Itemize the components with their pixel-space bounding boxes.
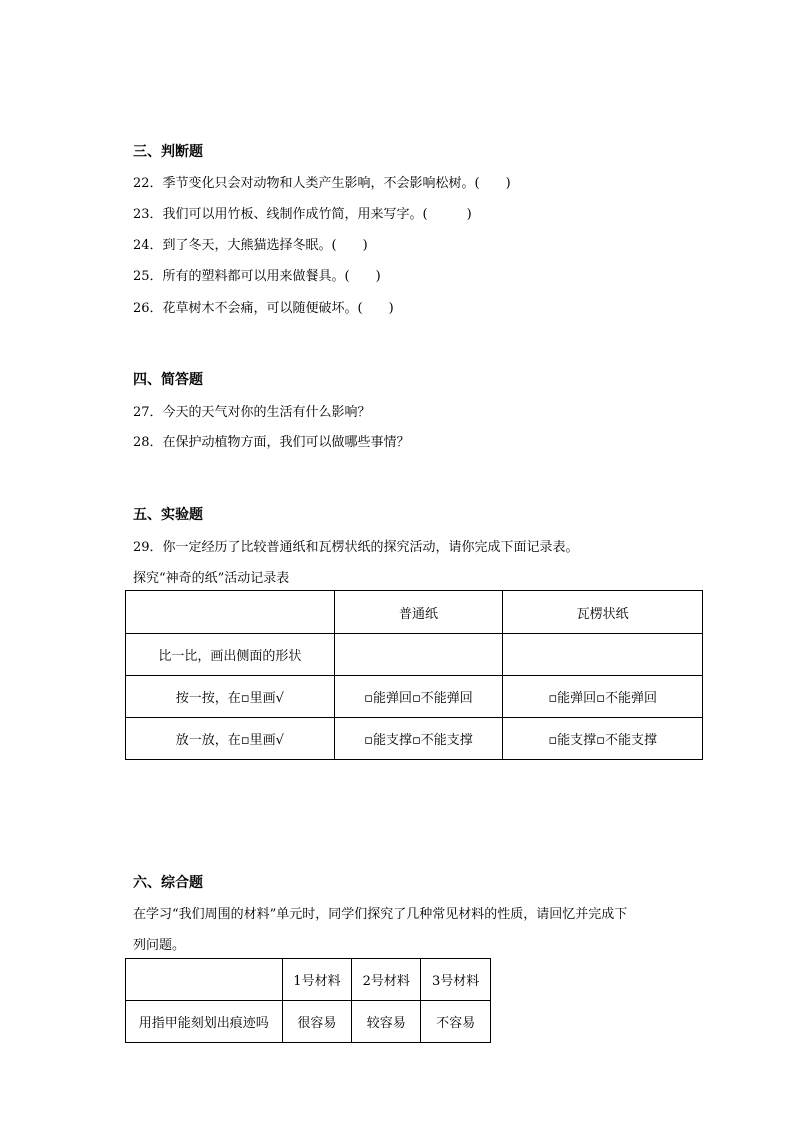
- intro-line-1: 在学习“我们周围的材料”单元时，同学们探究了几种常见材料的性质，请回忆并完成下: [133, 907, 628, 922]
- table-row: [126, 718, 703, 760]
- answer-cell: [503, 634, 703, 676]
- question-22: 22．季节变化只会对动物和人类产生影响，不会影响松树。( ): [133, 176, 511, 191]
- question-27: 27．今天的天气对你的生活有什么影响？: [133, 405, 371, 420]
- table-caption: 探究“神奇的纸”活动记录表: [133, 571, 290, 586]
- table-cell: 很容易: [282, 1001, 352, 1043]
- table-header-row: [126, 591, 703, 634]
- table-header-cell: 2号材料: [352, 959, 421, 1001]
- checkbox-options-cell: ▫能支撑▫不能支撑: [334, 718, 503, 760]
- table-header-cell: 3号材料: [421, 959, 491, 1001]
- question-23: 23．我们可以用竹板、线制作成竹简，用来写字。( ): [133, 207, 472, 222]
- table-row: [126, 634, 703, 676]
- table-row: [126, 676, 703, 718]
- question-28: 28．在保护动植物方面，我们可以做哪些事情？: [133, 435, 410, 450]
- checkbox-options-cell: ▫能弹回▫不能弹回: [503, 676, 703, 718]
- question-25: 25．所有的塑料都可以用来做餐具。( ): [133, 269, 381, 284]
- section-6-title: 六、综合题: [133, 875, 203, 891]
- table-cell: 较容易: [352, 1001, 421, 1043]
- table-cell: 用指甲能刻划出痕迹吗: [126, 1001, 283, 1043]
- table-header-cell: 瓦楞状纸: [503, 591, 703, 634]
- section-5-title: 五、实验题: [133, 507, 203, 523]
- section-4-title: 四、简答题: [133, 372, 203, 388]
- table-row: [126, 1001, 491, 1043]
- table-header-cell: [126, 591, 335, 634]
- table-cell: 比一比，画出侧面的形状: [126, 634, 335, 676]
- material-table: [125, 958, 491, 1043]
- table-cell: 按一按，在▫里画√: [126, 676, 335, 718]
- table-header-cell: 普通纸: [334, 591, 503, 634]
- table-header-row: [126, 959, 491, 1001]
- table-header-cell: [126, 959, 283, 1001]
- intro-line-2: 列问题。: [133, 938, 186, 953]
- table-header-cell: 1号材料: [282, 959, 352, 1001]
- checkbox-options-cell: ▫能支撑▫不能支撑: [503, 718, 703, 760]
- section-3-title: 三、判断题: [133, 144, 203, 160]
- table-cell: 放一放，在▫里画√: [126, 718, 335, 760]
- table-cell: 不容易: [421, 1001, 491, 1043]
- question-26: 26．花草树木不会痛，可以随便破坏。( ): [133, 301, 394, 316]
- answer-cell: [334, 634, 503, 676]
- question-29: 29．你一定经历了比较普通纸和瓦楞状纸的探究活动，请你完成下面记录表。: [133, 540, 579, 555]
- checkbox-options-cell: ▫能弹回▫不能弹回: [334, 676, 503, 718]
- paper-record-table: [125, 590, 703, 760]
- question-24: 24．到了冬天，大熊猫选择冬眠。( ): [133, 238, 368, 253]
